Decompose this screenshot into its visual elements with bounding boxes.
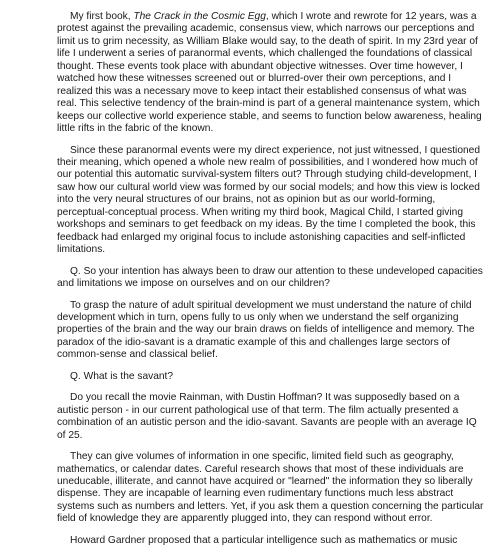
book-title: The Crack in the Cosmic Egg	[133, 11, 266, 22]
question-paragraph: Q. What is the savant?	[70, 370, 174, 382]
document-body	[57, 11, 487, 556]
paragraph: They can give volumes of information in one specific, limited field such as geography, mathematics, or calendar dates. Careful research shows that most of these individuals are uneducable, illiterate, and cannot have acquired or "learned" the information they so liberally dispense. They are incapable of learning even rudimentary functions much less abstract systems such as numbers and letters. Yet, if you ask them a question concerning the particular field of knowledge they are apparently plugged into, they can respond without error.	[57, 451, 484, 525]
question-paragraph: Q. So your intention has always been to draw our attention to these undeveloped capacities and limitations we impose on ourselves and on our children?	[57, 265, 483, 290]
paragraph-continuation-text: , which I wrote and rewrote for 12 years, was a protest against the prevailing academic, consensus view, which narrows our perceptions and limit us to grim necessity, as William Blake would say, to the death of spirit. In my 23rd year of life I underwent a series of paranormal events, which challenged the foundations of classical thought. These events took place with abundant objective witnesses. Over time however, I watched how these witnesses screened out or blurred-over their own perceptions, and I realized this was a necessary move to keep intact their established consensus of what was real. This selective tendency of the brain-mind is part of a general maintenance system, which keeps our collective world experience stable, and seems to function below awareness, healing little rifts in the fabric of the known.	[57, 11, 482, 135]
paragraph-lead-text: My first book,	[70, 11, 134, 22]
paragraph: Since these paranormal events were my direct experience, not just witnessed, I questioned their meaning, which opened a whole new realm of possibilities, and I wondered how much of our potential this automatic survival-system filters out? Through studying child-development, I saw how our cultural world view was formed by our social models; and how this view is locked into the very neural structures of our brains, not as opinion but as our world-forming, perceptual-conceptual process. When writing my third book, Magical Child, I started giving workshops and seminars to get feedback on my ideas. By the time I completed the book, this feedback had enlarged my original focus to include astonishing capacities and self-inflicted limitations.	[57, 144, 480, 256]
paragraph: Howard Gardner proposed that a particular intelligence such as mathematics or music	[70, 534, 458, 546]
paragraph: To grasp the nature of adult spiritual development we must understand the nature of child development which in turn, opens fully to us only when we understand the self organizing properties of the brain and the way our brain draws on fields of intelligence and memory. The paradox of the idio-savant is a dramatic example of this and challenges large sectors of common-sense and classical belief.	[57, 299, 475, 361]
paragraph: Do you recall the movie Rainman, with Dustin Hoffman? It was supposedly based on a autistic person - in our current pathological use of that term. The film actually presented a combination of an autistic person and the idio-savant. Savants are people with an average IQ of 25.	[57, 392, 477, 441]
paragraph	[57, 11, 487, 136]
